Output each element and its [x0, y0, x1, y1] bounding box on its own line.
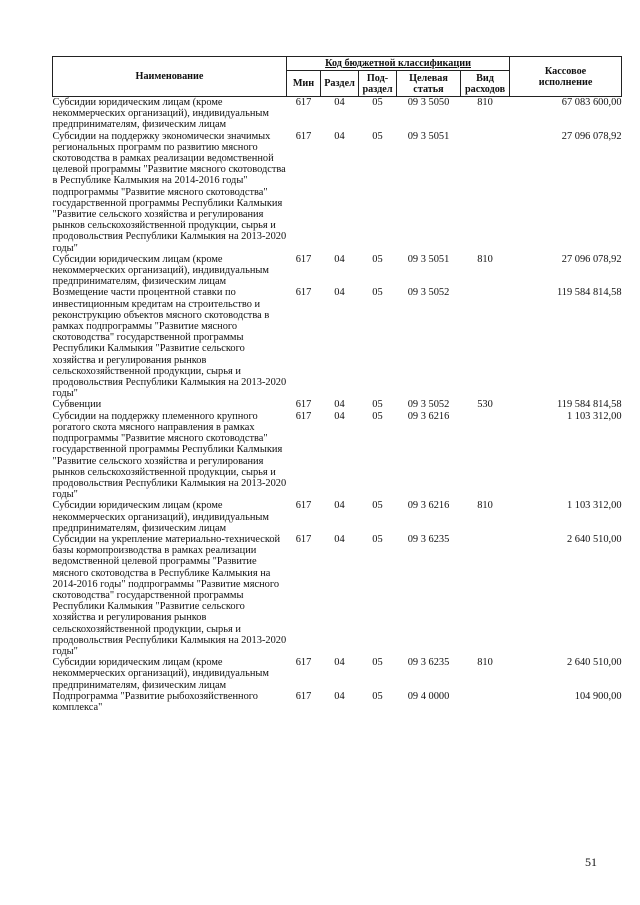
row-name: Субсидии юридическим лицам (кроме некоммерческих организаций), индивидуальным предпринимателям, физическим лицам	[52, 253, 269, 288]
table-row	[53, 534, 622, 657]
row-razdel: 04	[334, 500, 345, 512]
row-celevaya: 09 3 6235	[407, 657, 450, 669]
row-podrazdel: 05	[372, 500, 383, 512]
header-min: Мин	[287, 71, 321, 97]
row-razdel: 04	[334, 533, 345, 545]
row-vid: 810	[477, 657, 493, 669]
row-vid	[461, 534, 510, 657]
row-podrazdel: 05	[372, 657, 383, 669]
row-name: Субсидии юридическим лицам (кроме некоммерческих организаций), индивидуальным предпринимателям, физическим лицам	[52, 657, 269, 691]
row-min: 617	[295, 657, 312, 669]
row-celevaya: 09 3 5052	[407, 287, 450, 299]
row-name: Возмещение части процентной ставки по инвестиционным кредитам на строительство и реконструкцию объектов мясного скотоводства в рамках подпрограммы "Развитие мясного скотоводства" государственной программы Республики Калмыкия "Развитие сельского хозяйства и регулирования рынков сельскохозяйственной продукции, сырья и продовольствия Республики Калмыкия на 2013-2020 годы"	[52, 287, 287, 400]
row-vid	[461, 411, 510, 501]
table-row	[53, 691, 622, 713]
row-celevaya: 09 3 6216	[407, 500, 450, 512]
row-vid: 530	[477, 399, 493, 411]
row-podrazdel: 05	[372, 287, 383, 299]
row-celevaya: 09 3 6235	[407, 533, 450, 545]
row-name: Субсидии юридическим лицам (кроме некоммерческих организаций), индивидуальным предпринимателям, физическим лицам	[52, 97, 269, 131]
row-amount: 27 096 078,92	[561, 253, 622, 265]
row-podrazdel: 05	[372, 399, 383, 411]
table-row	[53, 399, 622, 410]
table-row	[53, 411, 622, 501]
row-name: Субсидии на укрепление материально-технической базы кормопроизводства в рамках реализации ведомственной целевой программы "Развитие мясного скотоводства в Республике Калмыкия на 2014-2016 годы" подпрограммы "Развитие мясного скотоводства" государственной программы Республики Калмыкия "Развитие сельского хозяйства и регулирования рынков сельскохозяйственной продукции, сырья и продовольствия Республики Калмыкия на 2013-2020 годы"	[52, 533, 287, 657]
row-podrazdel: 05	[372, 97, 383, 108]
row-name: Субсидии на поддержку племенного крупного рогатого скота мясного направления в рамках подпрограммы "Развитие мясного скотоводства" государственной программы Республики Калмыкия "Развитие сельского хозяйства и регулирования рынков сельскохозяйственной продукции, сырья и продовольствия Республики Калмыкия на 2013-2020 годы"	[52, 410, 287, 501]
row-podrazdel: 05	[372, 533, 383, 545]
row-podrazdel: 05	[372, 253, 383, 265]
row-podrazdel: 05	[372, 690, 383, 702]
row-razdel: 04	[334, 130, 345, 142]
header-celevaya: Целевая статья	[397, 71, 461, 97]
row-razdel: 04	[334, 690, 345, 702]
row-amount: 104 900,00	[574, 690, 622, 702]
row-amount: 67 083 600,00	[561, 97, 622, 108]
row-amount: 2 640 510,00	[566, 533, 622, 545]
row-name: Подпрограмма "Развитие рыбохозяйственного комплекса"	[52, 690, 258, 713]
row-min: 617	[295, 500, 312, 512]
row-vid: 810	[477, 253, 493, 265]
header-podrazdel: Под- раздел	[359, 71, 397, 97]
row-min: 617	[295, 410, 312, 422]
table-row	[53, 287, 622, 399]
row-min: 617	[295, 253, 312, 265]
header-code-group: Код бюджетной классификации	[287, 57, 510, 71]
table-body	[53, 97, 622, 714]
row-celevaya: 09 3 5051	[407, 253, 450, 265]
table-row	[53, 131, 622, 254]
header-vid: Вид расходов	[461, 71, 510, 97]
row-name: Субсидии на поддержку экономически значимых региональных программ по развитию мясного скотоводства в рамках реализации ведомственной целевой программы "Развитие мясного скотоводства в Республике Калмыкия на 2014-2016 годы" подпрограммы "Развитие мясного скотоводства" государственной программы Республики Калмыкия "Развитие сельского хозяйства и регулирования рынков сельскохозяйственной продукции, сырья и продовольствия Республики Калмыкия на 2013-2020 годы"	[52, 130, 287, 254]
page-number: 51	[585, 855, 597, 869]
row-razdel: 04	[334, 287, 345, 299]
row-min: 617	[295, 97, 312, 108]
row-amount: 119 584 814,58	[556, 287, 622, 299]
row-name: Субвенции	[52, 399, 102, 411]
row-celevaya: 09 3 5050	[407, 97, 450, 108]
header-kassa: Кассовое исполнение	[510, 57, 622, 97]
table-row	[53, 254, 622, 288]
row-razdel: 04	[334, 97, 345, 108]
row-min: 617	[295, 130, 312, 142]
table-header	[53, 57, 622, 97]
row-podrazdel: 05	[372, 410, 383, 422]
row-min: 617	[295, 287, 312, 299]
row-vid: 810	[477, 97, 493, 108]
row-name: Субсидии юридическим лицам (кроме некоммерческих организаций), индивидуальным предпринимателям, физическим лицам	[52, 500, 269, 534]
row-amount: 2 640 510,00	[566, 657, 622, 669]
row-razdel: 04	[334, 253, 345, 265]
row-podrazdel: 05	[372, 130, 383, 142]
row-amount: 119 584 814,58	[556, 399, 622, 411]
row-razdel: 04	[334, 399, 345, 411]
row-min: 617	[295, 533, 312, 545]
header-razdel: Раздел	[321, 71, 359, 97]
row-celevaya: 09 3 6216	[407, 410, 450, 422]
row-celevaya: 09 3 5051	[407, 130, 450, 142]
row-vid	[461, 287, 510, 399]
row-amount: 1 103 312,00	[566, 410, 622, 422]
row-amount: 1 103 312,00	[566, 500, 622, 512]
header-name: Наименование	[53, 57, 287, 97]
row-razdel: 04	[334, 410, 345, 422]
row-celevaya: 09 3 5052	[407, 399, 450, 411]
row-vid	[461, 691, 510, 713]
row-vid: 810	[477, 500, 493, 512]
row-razdel: 04	[334, 657, 345, 669]
row-amount: 27 096 078,92	[561, 130, 622, 142]
row-celevaya: 09 4 0000	[407, 690, 450, 702]
table-row	[53, 657, 622, 691]
row-min: 617	[295, 690, 312, 702]
budget-table	[52, 56, 622, 713]
row-vid	[461, 131, 510, 254]
row-min: 617	[295, 399, 312, 411]
table-row	[53, 500, 622, 534]
table-row	[53, 97, 622, 131]
